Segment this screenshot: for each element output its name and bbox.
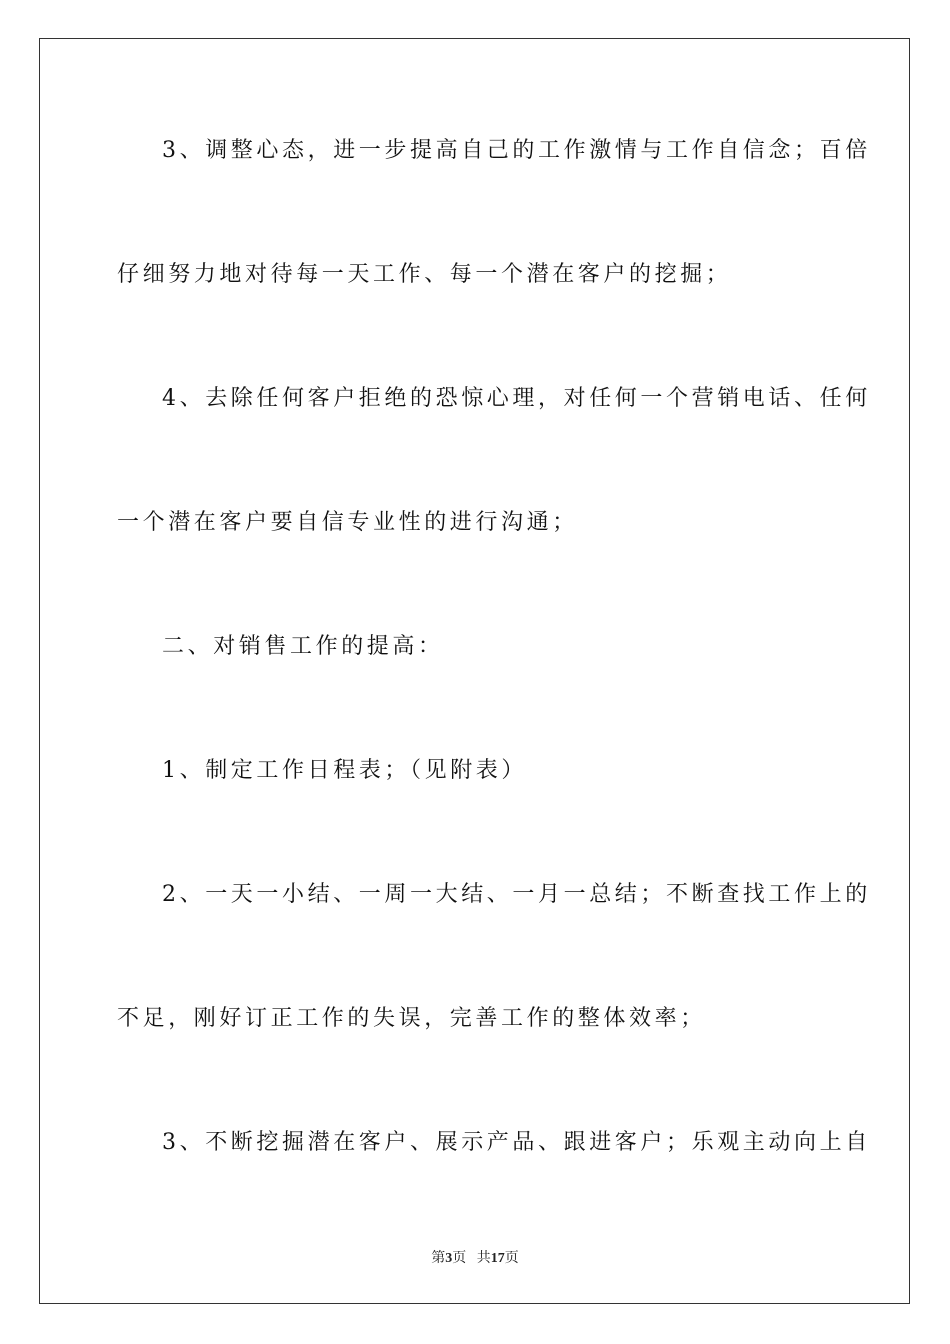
page-footer (0, 1247, 950, 1267)
page-frame (39, 38, 910, 1304)
current-page-number: 3 (445, 1251, 453, 1266)
paragraph-line: 3、不断挖掘潜在客户、展示产品、跟进客户；乐观主动向上自 (162, 1130, 871, 1155)
total-pages-number: 17 (490, 1251, 505, 1266)
paragraph-line: 一个潜在客户要自信专业性的进行沟通； (117, 510, 578, 535)
paragraph-line: 不足，刚好订正工作的失误，完善工作的整体效率； (117, 1006, 706, 1031)
footer-total-prefix: 共 (476, 1251, 491, 1266)
paragraph-line: 仔细努力地对待每一天工作、每一个潜在客户的挖掘； (117, 262, 732, 287)
paragraph-line: 2、一天一小结、一周一大结、一月一总结；不断查找工作上的 (162, 882, 871, 907)
paragraph-line: 1、制定工作日程表；（见附表） (162, 758, 527, 783)
footer-page-suffix: 页 (452, 1251, 467, 1266)
footer-prefix: 第 (431, 1251, 446, 1266)
paragraph-line: 3、调整心态，进一步提高自己的工作激情与工作自信念；百倍 (162, 138, 871, 163)
paragraph-line: 4、去除任何客户拒绝的恐惊心理，对任何一个营销电话、任何 (162, 386, 871, 411)
footer-total-suffix: 页 (504, 1251, 519, 1266)
section-heading: 二、对销售工作的提高： (162, 634, 444, 659)
